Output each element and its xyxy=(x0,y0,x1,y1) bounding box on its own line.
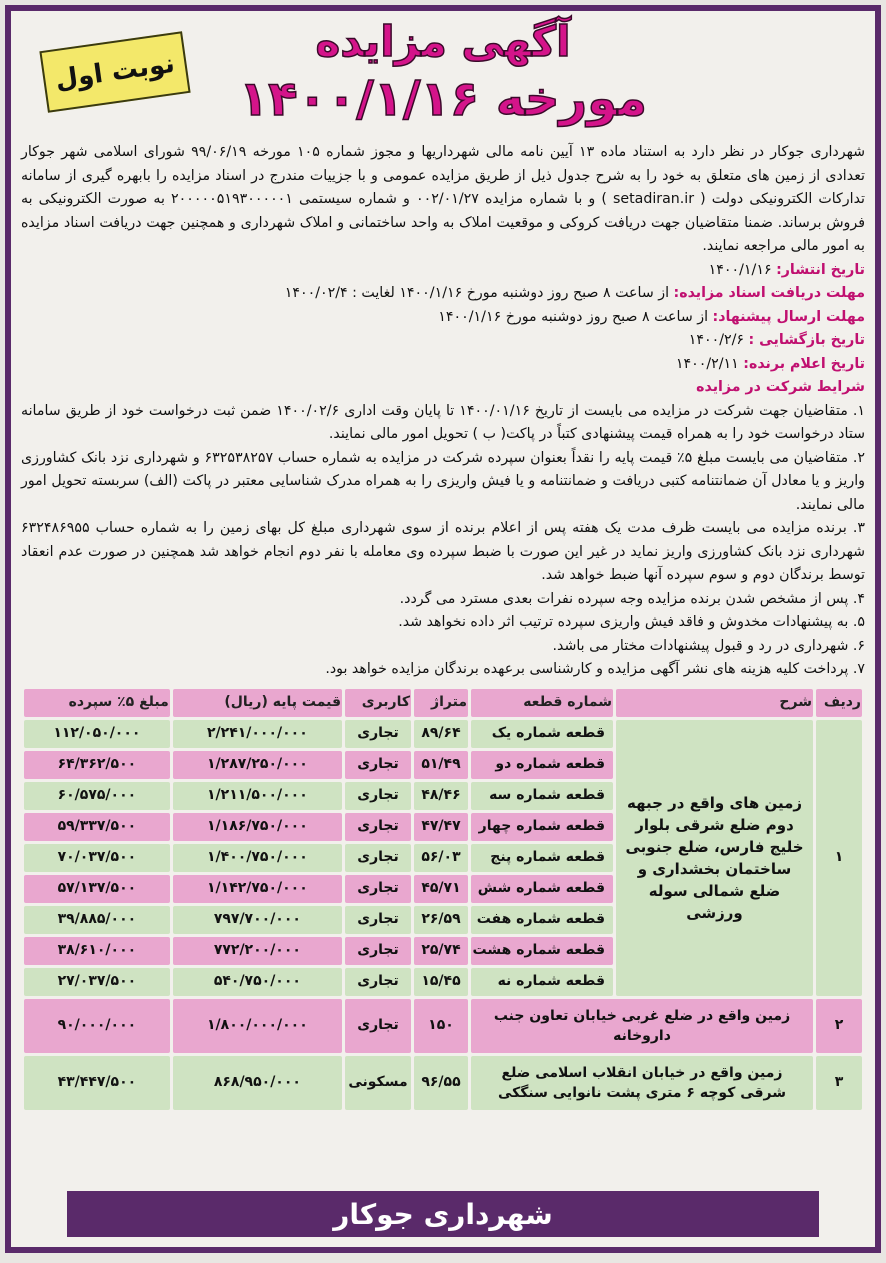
price-cell: ۱/۱۸۶/۷۵۰/۰۰۰ xyxy=(173,813,342,841)
table-row xyxy=(24,999,862,1053)
col-radif: ردیف xyxy=(816,689,862,717)
col-use: کاربری xyxy=(345,689,411,717)
area-cell: ۱۵۰ xyxy=(414,999,468,1053)
plot-cell: قطعه شماره پنج xyxy=(471,844,613,872)
condition-item: ۳. برنده مزایده می بایست ظرف مدت یک هفته پس از اعلام برنده از سوی شهرداری مبلغ کل بهای زمین را به شماره حساب ۶۳۲۴۸۶۹۵۵ شهرداری نزد بانک کشاورزی واریز نماید در غیر این صورت با ضبط سپرده وی معامله با نفر دوم انجام خواهد شد همچنین در صورت عدم انعقاد توسط برندگان دوم و سوم سپرده آنها ضبط خواهد شد. xyxy=(21,520,865,583)
price-cell: ۱/۸۰۰/۰۰۰/۰۰۰ xyxy=(173,999,342,1053)
price-cell: ۲/۲۴۱/۰۰۰/۰۰۰ xyxy=(173,720,342,748)
use-cell: تجاری xyxy=(345,813,411,841)
area-cell: ۵۱/۴۹ xyxy=(414,751,468,779)
area-cell: ۱۵/۴۵ xyxy=(414,968,468,996)
docs-deadline-label: مهلت دریافت اسناد مزایده: xyxy=(673,285,865,301)
opening-date-label: تاریخ بازگشایی : xyxy=(748,332,865,348)
area-cell: ۸۹/۶۴ xyxy=(414,720,468,748)
radif-cell: ۱ xyxy=(816,720,862,996)
use-cell: تجاری xyxy=(345,937,411,965)
area-cell: ۴۸/۴۶ xyxy=(414,782,468,810)
deposit-cell: ۹۰/۰۰۰/۰۰۰ xyxy=(24,999,170,1053)
area-cell: ۴۵/۷۱ xyxy=(414,875,468,903)
plot-cell: قطعه شماره دو xyxy=(471,751,613,779)
area-cell: ۲۵/۷۴ xyxy=(414,937,468,965)
lots-table xyxy=(21,686,865,1113)
table-header-row xyxy=(24,689,862,717)
condition-item: ۴. پس از مشخص شدن برنده مزایده وجه سپرده نفرات بعدی مسترد می گردد. xyxy=(399,590,865,607)
area-cell: ۲۶/۵۹ xyxy=(414,906,468,934)
radif-cell: ۲ xyxy=(816,999,862,1053)
intro-paragraph: شهرداری جوکار در نظر دارد به استناد ماده ۱۳ آیین نامه مالی شهرداریها و مجوز شماره ۱۰۵ مورخه ۹۹/۰۶/۱۹ شورای اسلامی شهر جوکار تعدادی از زمین های متعلق به خود را به شرح جدول ذیل از طریق مزایده عمومی و با جزییات مندرج در اسناد مزایده را بابهره گیری از سامانه تدارکات الکترونیکی دولت ( setadiran.ir ) و با شماره مزایده ۰۰۲/۰۱/۲۷ و شماره سیستمی ۲۰۰۰۰۰۵۱۹۳۰۰۰۰۰۱ به صورت الکترونیکی به فروش برساند. ضمنا متقاضیان جهت دریافت کروکی و موقعیت املاک به واحد ساختمانی و املاک شهرداری و همچنین جهت دریافت اسناد مزایده به امور مالی مراجعه نمایند. xyxy=(21,144,866,254)
footer-banner xyxy=(67,1191,819,1237)
col-plot: شماره قطعه xyxy=(471,689,613,717)
use-cell: تجاری xyxy=(345,968,411,996)
publish-date-value: ۱۴۰۰/۱/۱۶ xyxy=(708,261,772,278)
deposit-cell: ۴۳/۴۴۷/۵۰۰ xyxy=(24,1056,170,1110)
table-row xyxy=(24,1056,862,1110)
plot-cell: قطعه شماره چهار xyxy=(471,813,613,841)
col-area: متراژ xyxy=(414,689,468,717)
deposit-cell: ۱۱۲/۰۵۰/۰۰۰ xyxy=(24,720,170,748)
deposit-cell: ۷۰/۰۳۷/۵۰۰ xyxy=(24,844,170,872)
use-cell: تجاری xyxy=(345,844,411,872)
plot-cell: قطعه شماره هشت xyxy=(471,937,613,965)
deposit-cell: ۲۷/۰۳۷/۵۰۰ xyxy=(24,968,170,996)
condition-item: ۷. پرداخت کلیه هزینه های نشر آگهی مزایده و کارشناسی برعهده برندگان مزایده خواهد بود. xyxy=(325,661,865,677)
bid-deadline-value: از ساعت ۸ صبح روز دوشنبه مورخ ۱۴۰۰/۱/۱۶ xyxy=(438,308,709,325)
notice-body xyxy=(11,139,875,1113)
area-cell: ۹۶/۵۵ xyxy=(414,1056,468,1110)
use-cell: تجاری xyxy=(345,875,411,903)
area-cell: ۵۶/۰۳ xyxy=(414,844,468,872)
col-price: قیمت پایه (ریال) xyxy=(173,689,342,717)
notice-title: آگهی مزایده xyxy=(315,17,571,66)
condition-item: ۲. متقاضیان می بایست مبلغ ۵٪ قیمت پایه را نقداً بعنوان سپرده شرکت در مزایده به شماره حساب ۶۳۲۵۳۸۲۵۷ و شهرداری نزد بانک کشاورزی واریز و یا معادل آن ضمانتنامه کتبی دریافت و ضمانتنامه و یا فیش واریزی را به همراه مدرک شناسایی معتبر در پاکت (الف) سربسته تحویل امور مالی نمایند. xyxy=(21,449,866,513)
plot-cell: قطعه شماره سه xyxy=(471,782,613,810)
price-cell: ۵۴۰/۷۵۰/۰۰۰ xyxy=(173,968,342,996)
col-deposit: مبلغ ۵٪ سپرده xyxy=(24,689,170,717)
winner-date-label: تاریخ اعلام برنده: xyxy=(743,355,865,372)
auction-notice xyxy=(5,5,881,1253)
docs-deadline-value: از ساعت ۸ صبح روز دوشنبه مورخ ۱۴۰۰/۱/۱۶ لغایت : ۱۴۰۰/۰۲/۴ xyxy=(284,285,670,301)
header xyxy=(11,11,875,139)
plot-cell: قطعه شماره یک xyxy=(471,720,613,748)
deposit-cell: ۵۷/۱۳۷/۵۰۰ xyxy=(24,875,170,903)
radif-cell: ۳ xyxy=(816,1056,862,1110)
publish-date-label: تاریخ انتشار: xyxy=(776,261,865,278)
desc-cell: زمین های واقع در جبهه دوم ضلع شرقی بلوار خلیج فارس، ضلع جنوبی ساختمان بخشداری و ضلع شمالی سوله ورزشی xyxy=(616,720,813,996)
deposit-cell: ۳۸/۶۱۰/۰۰۰ xyxy=(24,937,170,965)
price-cell: ۷۷۲/۲۰۰/۰۰۰ xyxy=(173,937,342,965)
use-cell: تجاری xyxy=(345,751,411,779)
conditions-list xyxy=(21,400,865,682)
use-cell: تجاری xyxy=(345,906,411,934)
price-cell: ۱/۱۴۲/۷۵۰/۰۰۰ xyxy=(173,875,342,903)
price-cell: ۱/۴۰۰/۷۵۰/۰۰۰ xyxy=(173,844,342,872)
notice-date-title: مورخه ۱۴۰۰/۱/۱۶ xyxy=(239,71,647,127)
condition-item: ۶. شهرداری در رد و قبول پیشنهادات مختار می باشد. xyxy=(552,637,865,654)
price-cell: ۱/۲۱۱/۵۰۰/۰۰۰ xyxy=(173,782,342,810)
use-cell: تجاری xyxy=(345,782,411,810)
deposit-cell: ۳۹/۸۸۵/۰۰۰ xyxy=(24,906,170,934)
price-cell: ۸۶۸/۹۵۰/۰۰۰ xyxy=(173,1056,342,1110)
deposit-cell: ۶۰/۵۷۵/۰۰۰ xyxy=(24,782,170,810)
use-cell: تجاری xyxy=(345,720,411,748)
desc-cell: زمین واقع در خیابان انقلاب اسلامی ضلع شرقی کوچه ۶ متری پشت نانوایی سنگکی xyxy=(471,1056,813,1110)
price-cell: ۷۹۷/۷۰۰/۰۰۰ xyxy=(173,906,342,934)
use-cell: مسکونی xyxy=(345,1056,411,1110)
first-round-badge: نوبت اول xyxy=(39,31,190,112)
bid-deadline-label: مهلت ارسال پیشنهاد: xyxy=(712,308,865,325)
desc-cell: زمین واقع در ضلع غربی خیابان تعاون جنب داروخانه xyxy=(471,999,813,1053)
area-cell: ۴۷/۴۷ xyxy=(414,813,468,841)
condition-item: ۵. به پیشنهادات مخدوش و فاقد فیش واریزی سپرده ترتیب اثر داده نخواهد شد. xyxy=(398,614,865,630)
use-cell: تجاری xyxy=(345,999,411,1053)
winner-date-value: ۱۴۰۰/۲/۱۱ xyxy=(675,355,739,372)
plot-cell: قطعه شماره هفت xyxy=(471,906,613,934)
municipality-name: شهرداری جوکار xyxy=(333,1197,553,1231)
plot-cell: قطعه شماره شش xyxy=(471,875,613,903)
opening-date-value: ۱۴۰۰/۲/۶ xyxy=(688,332,745,348)
deposit-cell: ۵۹/۳۳۷/۵۰۰ xyxy=(24,813,170,841)
price-cell: ۱/۲۸۷/۲۵۰/۰۰۰ xyxy=(173,751,342,779)
table-row xyxy=(24,720,862,748)
dates-list xyxy=(21,259,865,377)
col-desc: شرح xyxy=(616,689,813,717)
deposit-cell: ۶۴/۳۶۲/۵۰۰ xyxy=(24,751,170,779)
conditions-title: شرایط شرکت در مزایده xyxy=(696,379,865,395)
plot-cell: قطعه شماره نه xyxy=(471,968,613,996)
condition-item: ۱. متقاضیان جهت شرکت در مزایده می بایست از تاریخ ۱۴۰۰/۰۱/۱۶ تا پایان وقت اداری ۱۴۰۰/۰۲/۶ ضمن ثبت درخواست خود از طریق سامانه ستاد درخواست خود را به همراه قیمت پیشنهادی کتباً در پاکت( ب ) تحویل امور مالی نمایند. xyxy=(21,402,865,442)
